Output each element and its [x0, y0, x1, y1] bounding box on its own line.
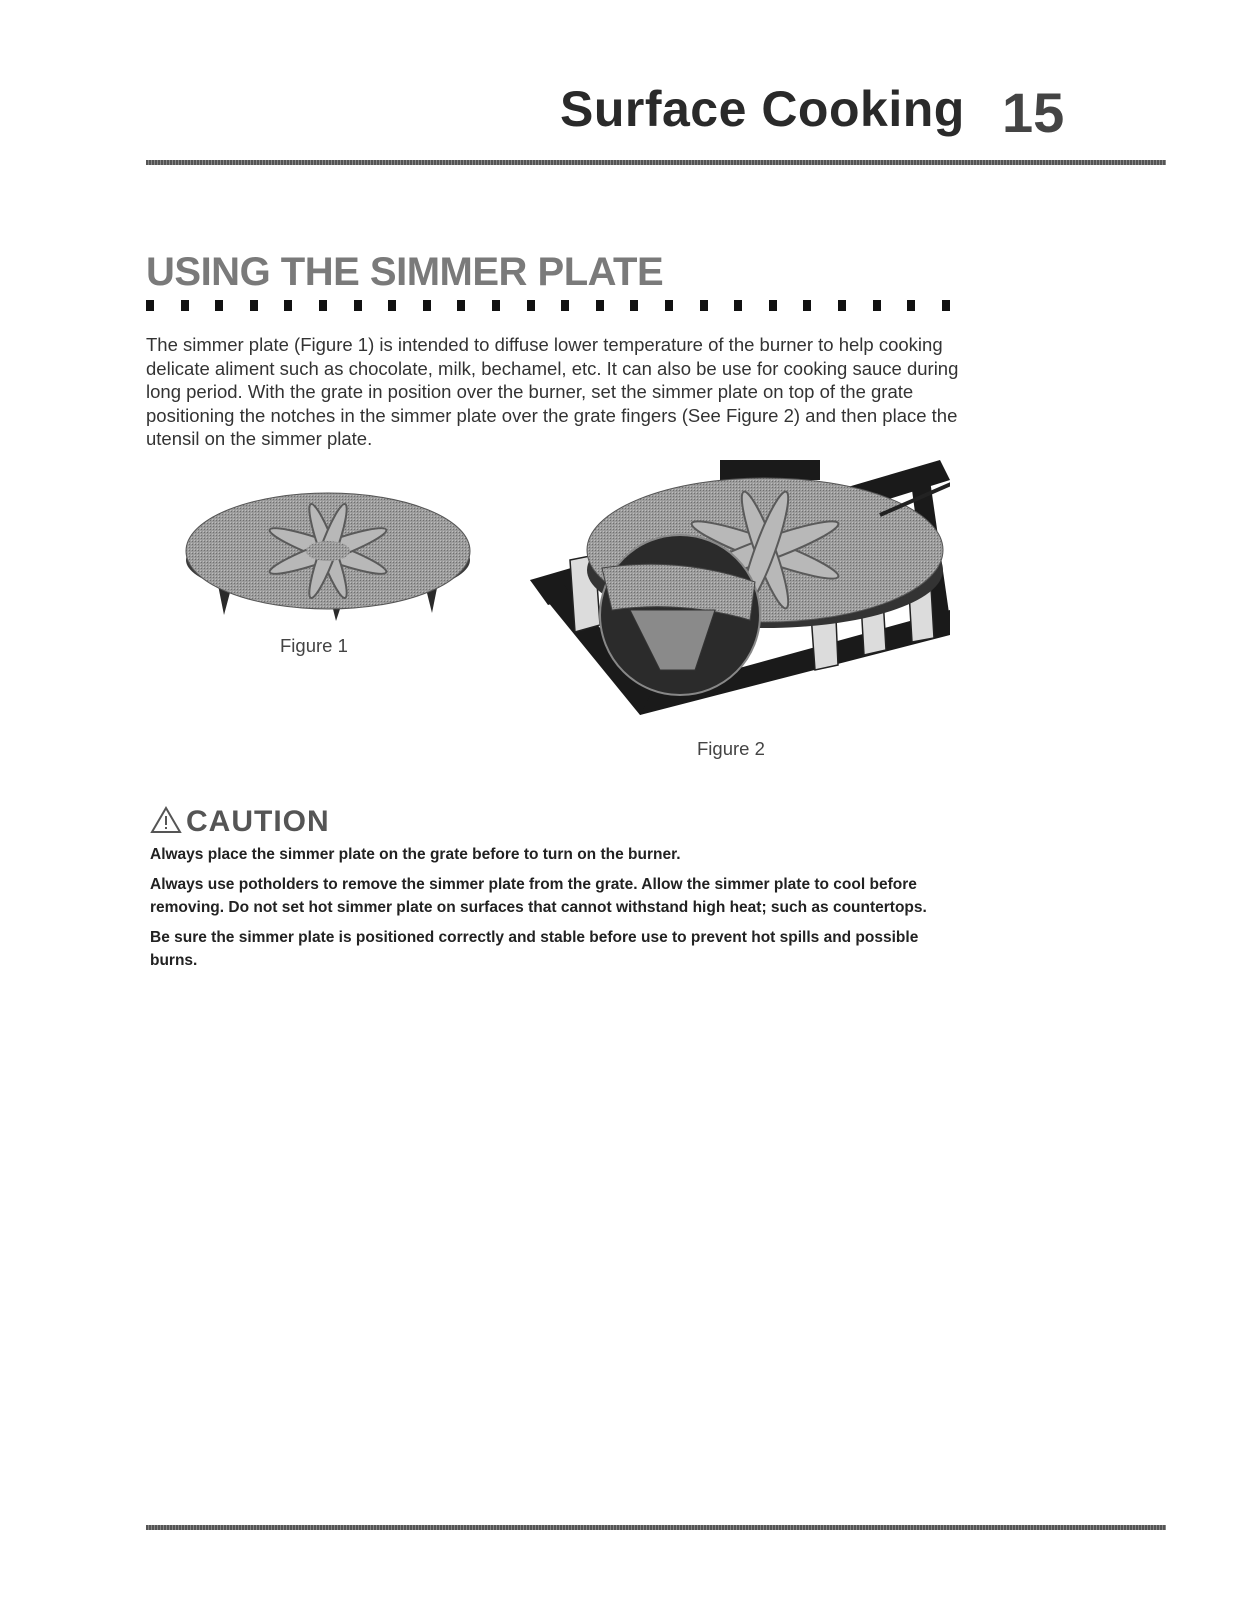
header-rule — [146, 160, 1166, 165]
divider-square — [527, 300, 535, 311]
divider-square — [873, 300, 881, 311]
divider-square — [734, 300, 742, 311]
divider-square — [630, 300, 638, 311]
divider-square — [423, 300, 431, 311]
divider-square — [803, 300, 811, 311]
page-number: 15 — [1002, 81, 1065, 144]
divider-square — [319, 300, 327, 311]
divider-square — [561, 300, 569, 311]
divider-square — [457, 300, 465, 311]
divider-square — [354, 300, 362, 311]
divider-square — [146, 300, 154, 311]
figure-2-caption: Figure 2 — [697, 738, 765, 759]
divider-square — [596, 300, 604, 311]
caution-label: CAUTION — [186, 805, 330, 838]
figure-1-caption: Figure 1 — [280, 635, 348, 656]
footer-rule — [146, 1525, 1166, 1530]
divider-square — [215, 300, 223, 311]
caution-body — [150, 843, 950, 979]
divider-square — [700, 300, 708, 311]
divider-square — [284, 300, 292, 311]
section-title: USING THE SIMMER PLATE — [146, 250, 664, 294]
divider-square — [907, 300, 915, 311]
warning-triangle-icon — [150, 806, 182, 834]
page-title: Surface Cooking — [560, 81, 965, 137]
divider-square — [388, 300, 396, 311]
simmer-plate-on-grate-figure — [520, 460, 950, 745]
divider-square — [492, 300, 500, 311]
divider-square — [942, 300, 950, 311]
divider-square — [181, 300, 189, 311]
caution-item: Always place the simmer plate on the grate before to turn on the burner. — [150, 846, 681, 863]
caution-item: Always use potholders to remove the simmer plate from the grate. Allow the simmer plate to cool before removing. Do not set hot simmer plate on surfaces that cannot withstand high heat; such as countertops. — [150, 876, 927, 916]
intro-paragraph: The simmer plate (Figure 1) is intended to diffuse lower temperature of the burner to help cooking delicate aliment such as chocolate, milk, bechamel, etc. It can also be use for cooking sauce during long period. With the grate in position over the burner, set the simmer plate on top of the grate positioning the notches in the simmer plate over the grate fingers (See Figure 2) and then place the utensil on the simmer plate. — [146, 334, 959, 449]
simmer-plate-figure — [180, 475, 480, 625]
divider-square — [250, 300, 258, 311]
caution-item: Be sure the simmer plate is positioned correctly and stable before use to prevent hot spills and possible burns. — [150, 929, 919, 969]
divider-square — [769, 300, 777, 311]
dotted-divider — [146, 300, 966, 311]
divider-square — [665, 300, 673, 311]
divider-square — [838, 300, 846, 311]
caution-heading — [150, 805, 330, 839]
